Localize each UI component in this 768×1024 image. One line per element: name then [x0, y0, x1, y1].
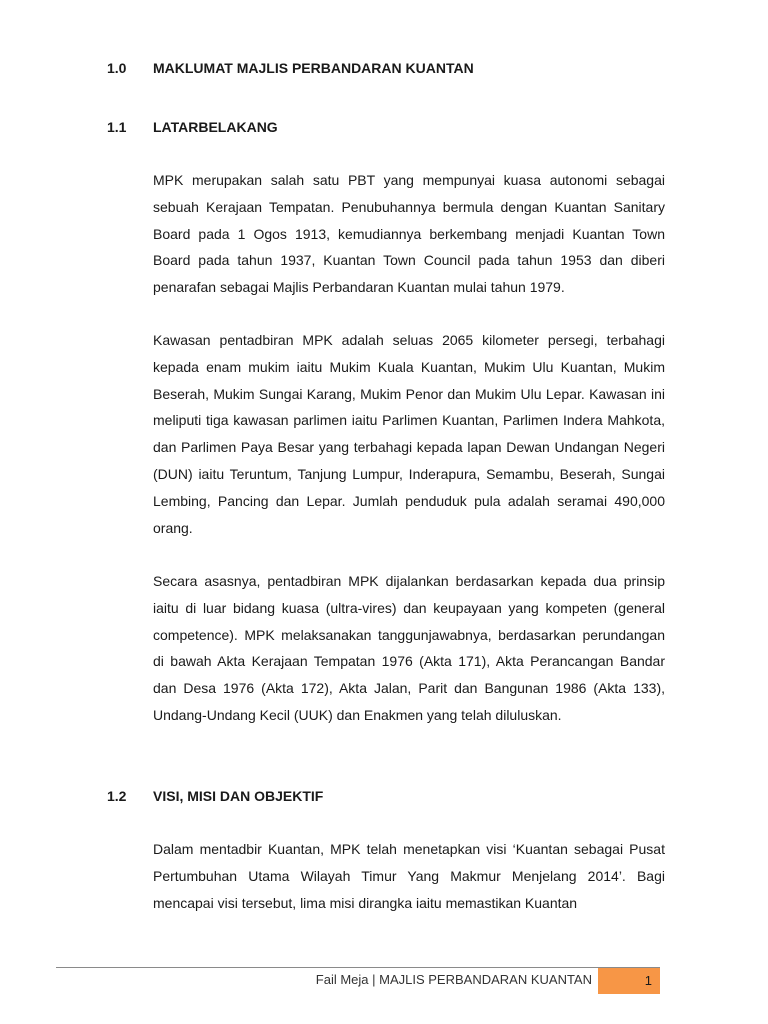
section-heading-1-2: [107, 787, 323, 805]
page-number-badge: 1: [598, 968, 660, 994]
section-title: LATARBELAKANG: [153, 119, 278, 135]
paragraph-background-history: MPK merupakan salah satu PBT yang mempunyai kuasa autonomi sebagai sebuah Kerajaan Tempatan. Penubuhannya bermula dengan Kuantan Sanitary Board pada 1 Ogos 1913, kemudiannya berkembang menjadi Kuantan Town Board pada tahun 1937, Kuantan Town Council pada tahun 1953 dan diberi penarafan sebagai Majlis Perbandaran Kuantan mulai tahun 1979.: [153, 172, 665, 296]
footer-divider: [56, 967, 660, 968]
section-heading-1-0: [107, 59, 474, 77]
paragraph-administrative-area: Kawasan pentadbiran MPK adalah seluas 2065 kilometer persegi, terbahagi kepada enam mukim iaitu Mukim Kuala Kuantan, Mukim Ulu Kuantan, Mukim Beserah, Mukim Sungai Karang, Mukim Penor dan Mukim Ulu Lepar. Kawasan ini meliputi tiga kawasan parlimen iaitu Parlimen Kuantan, Parlimen Indera Mahkota, dan Parlimen Paya Besar yang terbahagi kepada lapan Dewan Undangan Negeri (DUN) iaitu Teruntum, Tanjung Lumpur, Inderapura, Semambu, Beserah, Sungai Lembing, Pancing dan Lepar. Jumlah penduduk pula adalah seramai 490,000 orang.: [153, 332, 665, 536]
section-number: 1.0: [107, 60, 127, 76]
footer-title: Fail Meja | MAJLIS PERBANDARAN KUANTAN: [315, 972, 592, 987]
paragraph-administrative-principles: Secara asasnya, pentadbiran MPK dijalankan berdasarkan kepada dua prinsip iaitu di luar bidang kuasa (ultra-vires) dan keupayaan yang kompeten (general competence). MPK melaksanakan tanggunjawabnya, berdasarkan perundangan di bawah Akta Kerajaan Tempatan 1976 (Akta 171), Akta Perancangan Bandar dan Desa 1976 (Akta 172), Akta Jalan, Parit dan Bangunan 1986 (Akta 133), Undang-Undang Kecil (UUK) dan Enakmen yang telah diluluskan.: [153, 573, 665, 723]
section-title: MAKLUMAT MAJLIS PERBANDARAN KUANTAN: [153, 60, 474, 76]
section-title: VISI, MISI DAN OBJEKTIF: [153, 788, 324, 804]
section-heading-1-1: [107, 118, 278, 136]
section-number: 1.1: [107, 119, 127, 135]
section-number: 1.2: [107, 788, 127, 804]
paragraph-vision-mission: Dalam mentadbir Kuantan, MPK telah menetapkan visi ‘Kuantan sebagai Pusat Pertumbuhan Utama Wilayah Timur Yang Makmur Menjelang 2014’. Bagi mencapai visi tersebut, lima misi dirangka iaitu memastikan Kuantan: [153, 841, 665, 911]
